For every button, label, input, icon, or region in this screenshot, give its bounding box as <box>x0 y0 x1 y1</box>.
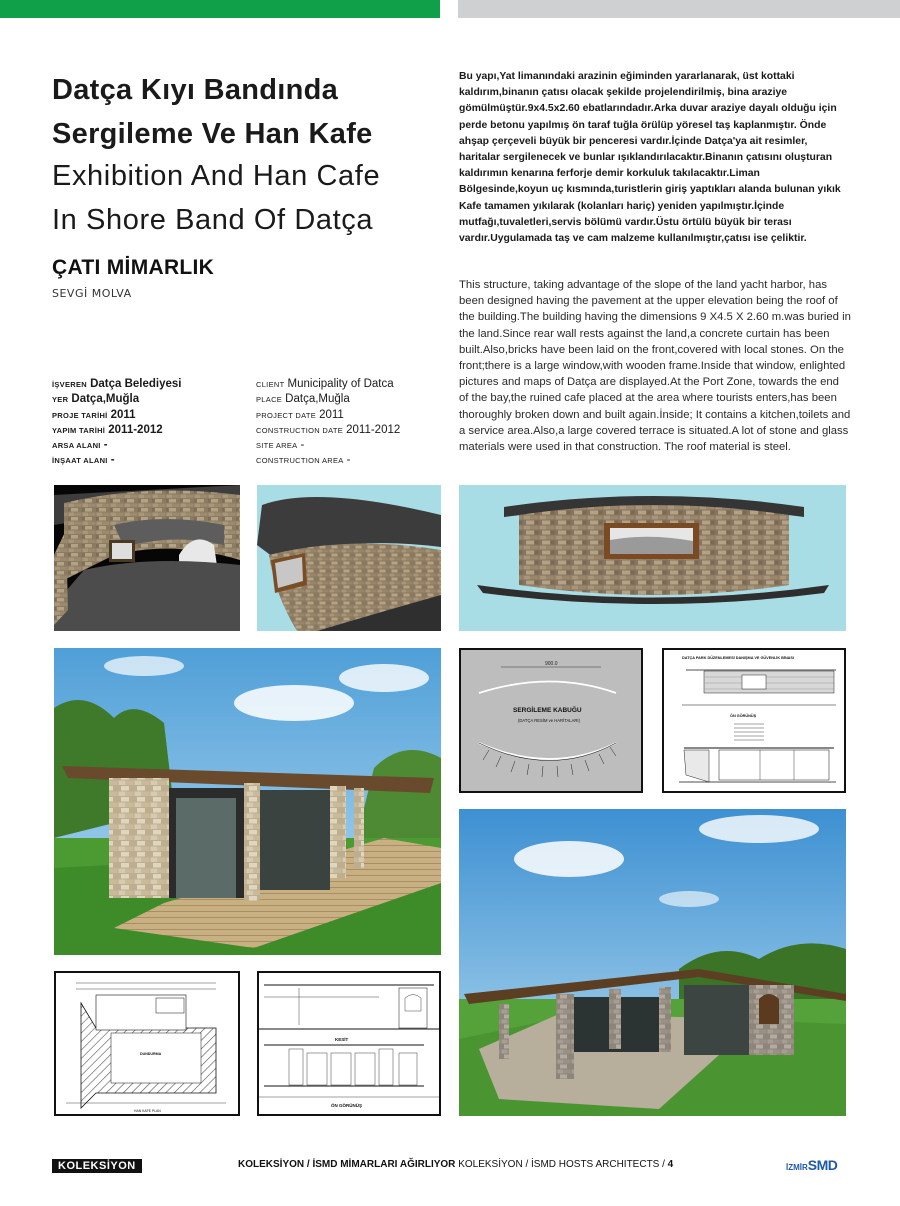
info-value: 2011 <box>110 408 136 421</box>
project-title-english <box>52 154 380 242</box>
project-title-turkish <box>52 68 373 156</box>
info-row <box>52 392 182 407</box>
drawing-cafe-plan <box>54 971 240 1116</box>
brand-small: İZMİR <box>786 1163 808 1172</box>
drawing-section-front-view <box>257 971 441 1116</box>
cafe-plan-label: DUNDURMA <box>140 1052 162 1056</box>
info-value: Datça Belediyesi <box>90 378 182 390</box>
info-value: - <box>346 454 351 467</box>
plan1-title: SERGİLEME KABUĞU <box>513 707 582 714</box>
plan1-subtitle: (DATÇA RESİM ve HARİTALARI) <box>518 718 580 723</box>
front-view-title: ÖN GÖRÜNÜŞ <box>331 1103 363 1108</box>
info-label: SITE AREA <box>256 441 298 451</box>
info-value: - <box>103 439 108 452</box>
info-row <box>256 408 400 423</box>
drawing-security-building-elevation <box>662 648 846 793</box>
drawing-exhibition-shell-plan <box>459 648 643 793</box>
firm-name: ÇATI MİMARLIK <box>52 256 215 279</box>
info-label: PROJE TARİHİ <box>52 410 108 420</box>
info-value: 2011-2012 <box>346 423 401 436</box>
info-label: CLIENT <box>256 380 285 389</box>
elevation-subtitle: ÖN GÖRÜNÜŞ <box>730 714 757 718</box>
render-shell-interior <box>54 485 240 631</box>
top-accent-bar-green <box>0 0 440 18</box>
info-row <box>256 438 400 453</box>
render-shell-side <box>257 485 441 631</box>
info-value: - <box>110 454 115 467</box>
info-label: CONSTRUCTION AREA <box>256 456 344 466</box>
title-tr-line2: Sergileme Ve Han Kafe <box>52 118 373 150</box>
render-han-cafe-perspective <box>54 648 441 955</box>
project-info-english <box>256 377 400 469</box>
render-han-cafe-terrace <box>459 809 846 1116</box>
title-en-line2: In Shore Band Of Datça <box>52 204 374 236</box>
cafe-plan-caption: HAN KAFE PLAN <box>134 1109 161 1113</box>
section-title: KESİT <box>335 1037 349 1042</box>
page-number: 4 <box>664 1159 674 1170</box>
footer-caption <box>238 1159 673 1170</box>
info-label: İNŞAAT ALANI <box>52 456 108 466</box>
architect-name: SEVGİ MOLVA <box>52 287 132 300</box>
info-label: PROJECT DATE <box>256 410 316 420</box>
info-label: PLACE <box>256 395 283 405</box>
elevation-title: DATÇA PARK DÜZENLEMESİ DANIŞMA VE GÜVENLİK BİNASI <box>682 656 795 660</box>
info-row <box>52 423 182 438</box>
footer-caption-bold: KOLEKSİYON / İSMD MİMARLARI AĞIRLIYOR <box>238 1159 456 1170</box>
info-row <box>52 408 182 423</box>
top-accent-bar-gray <box>458 0 900 18</box>
info-value: 2011 <box>319 408 344 421</box>
info-label: YAPIM TARİHİ <box>52 425 106 435</box>
info-label: İŞVEREN <box>52 380 88 389</box>
footer-koleksiyon-logo: KOLEKSİYON <box>52 1159 142 1173</box>
izmir-smd-logo <box>786 1157 837 1175</box>
info-row <box>256 453 400 468</box>
info-value: 2011-2012 <box>108 423 163 436</box>
info-row <box>256 423 400 438</box>
plan1-dimension: 900.0 <box>545 661 558 667</box>
info-value: Datça,Muğla <box>71 393 140 406</box>
info-label: ARSA ALANI <box>52 441 101 451</box>
brand-large: SMD <box>807 1157 838 1173</box>
render-shell-front <box>459 485 846 631</box>
info-label: YER <box>52 395 69 405</box>
description-english: This structure, taking advantage of the slope of the land yacht harbor, has been designed having the pavement at the upper elevation being the roof of the building.The building having the dimensions 9 X4.5 X 2.60 m.was buried in the land.Since rear wall rests against the land,a concrete curtain has been built.Also,bricks have been laid on the front,covered with local stones. On the front;there is a large window,with wooden frame.Inside that window, enlighted pictures and maps of Datça are displayed.At the Port Zone, towards the end of the bay,the ruined cafe placed at the area where tourists enters,has been thoroughly broken down and built again.İnside; It contains a kitchen,toilets and a service area.Also,a large covered terrace is situated.A lot of stone and glass materials were used in that construction. The roof material is steel. <box>459 279 851 454</box>
info-row <box>256 392 400 407</box>
info-value: Datça,Muğla <box>285 393 350 406</box>
info-value: Municipality of Datca <box>287 378 394 390</box>
project-info-turkish <box>52 377 182 469</box>
description-turkish: Bu yapı,Yat limanındaki arazinin eğiminden yararlanarak, üst kottaki kaldırım,binanın çatısı olacak şekilde projelendirilmiş, bina araziye gömülmüştür.9x4.5x2.60 ebatlarındadır.Arka duvar araziye dayalı olduğu için perde betonu yapılmış ön taraf tuğla örülüp yöresel taş kaplanmıştır. Önde ahşap çerçeveli büyük bir penceresi vardır.İçinde Datça'ya ait resimler, haritalar sergilenecek ve bunlar ışıklandırılacaktır.Binanın çatısını oluşturan kaldırımın kenarına ferforje demir korkuluk takılacaktır.Liman Bölgesinde,koyun uç kısmında,turistlerin giriş yaptıkları alanda bulunan yıkık Kafe tamamen yıkılarak (kolanları hariç) yeniden yapılmıştır.İçinde mutfağı,tuvaletleri,servis bölümü vardır.Üstu örtülü büyük bir terası vardır.Uygulamada taş ve cam malzeme kullanılmıştır,çatısı ise çeliktir. <box>459 71 841 245</box>
info-label: CONSTRUCTION DATE <box>256 425 344 435</box>
info-row <box>52 453 182 468</box>
info-value: - <box>300 439 305 452</box>
footer-caption-normal: KOLEKSİYON / İSMD HOSTS ARCHITECTS / <box>455 1159 665 1170</box>
info-row <box>52 438 182 453</box>
info-row <box>256 377 400 392</box>
info-row <box>52 377 182 392</box>
title-tr-line1: Datça Kıyı Bandında <box>52 74 339 106</box>
title-en-line1: Exhibition And Han Cafe <box>52 160 381 192</box>
